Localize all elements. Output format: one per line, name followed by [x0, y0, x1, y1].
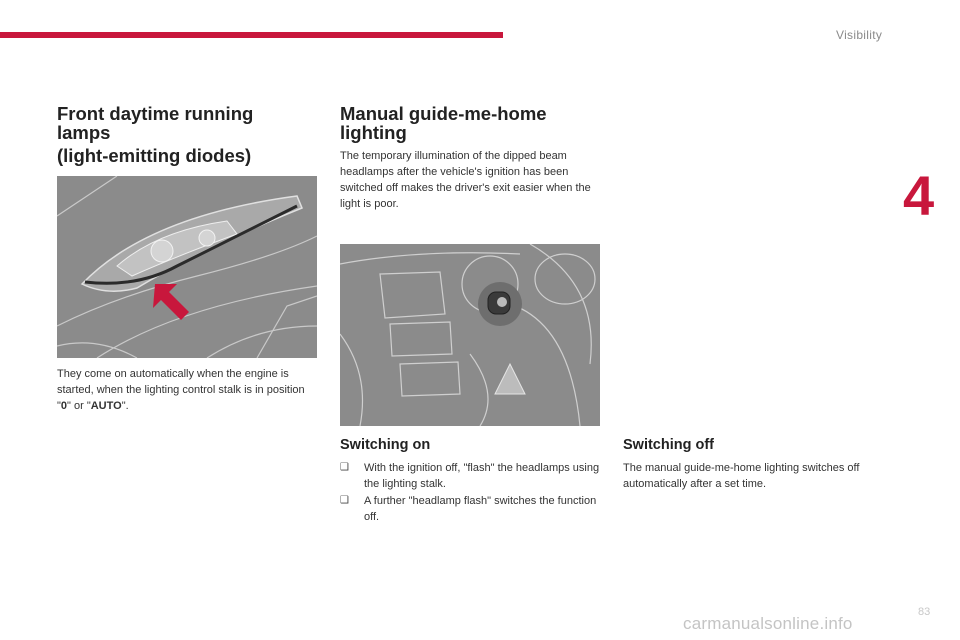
- switching-off-title: Switching off: [623, 437, 715, 453]
- page-number: 83: [918, 606, 931, 618]
- daytime-lamps-title: Front daytime running lamps: [57, 103, 254, 143]
- daytime-lamps-subtitle: (light-emitting diodes): [57, 145, 252, 166]
- guide-me-home-text: The temporary illumination of the dipped beam headlamps after the vehicle's ignition has been switched off makes the driver's exit easier when the light is poor.: [340, 150, 591, 210]
- headlamp-illustration: [57, 176, 317, 358]
- square-bullet-icon: ❑: [340, 495, 349, 506]
- chapter-number: 4: [903, 164, 935, 227]
- square-bullet-icon: ❑: [340, 462, 349, 473]
- watermark: carmanualsonline.info: [683, 614, 853, 633]
- dashboard-drawing: [340, 244, 600, 426]
- top-accent-bar: [0, 32, 503, 38]
- switching-on-title: Switching on: [340, 437, 431, 453]
- list-item: ❑ With the ignition off, "flash" the headlamps using the lighting stalk.: [340, 462, 600, 490]
- switching-on-list: [340, 460, 602, 526]
- switching-off-text: The manual guide-me-home lighting switches off automatically after a set time.: [623, 462, 860, 490]
- lighting-stalk-highlight: [478, 282, 522, 326]
- list-item: ❑ A further "headlamp flash" switches the function off.: [340, 495, 597, 523]
- daytime-lamps-text: They come on automatically when the engine is started, when the lighting control stalk is in position "0" or "AUTO".: [57, 368, 305, 412]
- section-label: Visibility: [836, 28, 883, 42]
- guide-me-home-title: Manual guide-me-home lighting: [340, 103, 547, 143]
- headlamp-drawing: [57, 176, 317, 358]
- dashboard-illustration: [340, 244, 600, 426]
